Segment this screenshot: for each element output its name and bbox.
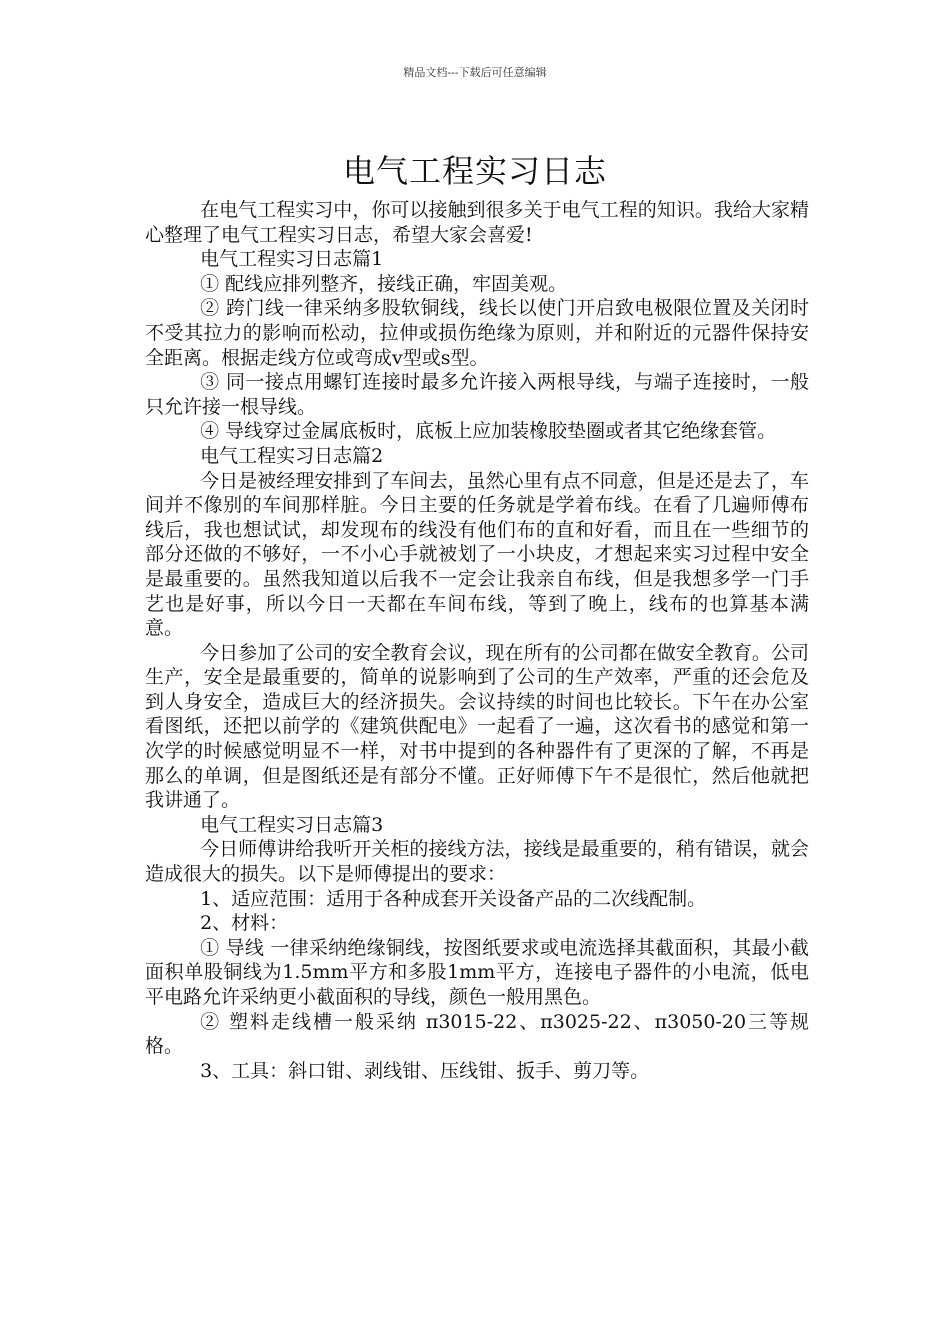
document-title: 电气工程实习日志: [342, 152, 607, 191]
list-item: ① 导线 一律采纳绝缘铜线，按图纸要求或电流选择其截面积，其最小截面积单股铜线为1.5mm平方和多股1mm平方，连接电子器件的小电流，低电平电路允许采纳更小截面积的导线，颜色一般用黑色。: [145, 936, 809, 1008]
list-item: 2、材料：: [200, 912, 289, 935]
document-body: [145, 198, 809, 1083]
body-paragraph: 今日参加了公司的安全教育会议，现在所有的公司都在做安全教育。公司生产，安全是最重要的，简单的说影响到了公司的生产效率，严重的还会危及到人身安全，造成巨大的经济损失。会议持续的时间也比较长。下午在办公室看图纸，还把以前学的《建筑供配电》一起看了一遍，这次看书的感觉和第一次学的时候感觉明显不一样，对书中提到的各种器件有了更深的了解，不再是那么的单调，但是图纸还是有部分不懂。正好师傅下午不是很忙，然后他就把我讲通了。: [145, 641, 809, 812]
list-item: 1、适应范围：适用于各种成套开关设备产品的二次线配制。: [200, 887, 707, 910]
body-paragraph: 今日是被经理安排到了车间去，虽然心里有点不同意，但是还是去了，车间并不像别的车间那样脏。今日主要的任务就是学着布线。在看了几遍师傅布线后，我也想试试，却发现布的线没有他们布的直和好看，而且在一些细节的部分还做的不够好，一不小心手就被划了一小块皮，才想起来实习过程中安全是最重要的。虽然我知道以后我不一定会让我亲自布线，但是我想多学一门手艺也是好事，所以今日一天都在车间布线，等到了晚上，线布的也算基本满意。: [145, 469, 809, 640]
list-item: ① 配线应排列整齐，接线正确，牢固美观。: [200, 272, 568, 295]
section-heading-2: 电气工程实习日志篇2: [200, 444, 384, 467]
header-note: 精品文档---下载后可任意编辑: [403, 66, 547, 79]
list-item: ④ 导线穿过金属底板时，底板上应加装橡胶垫圈或者其它绝缘套管。: [200, 420, 777, 443]
section-heading-3: 电气工程实习日志篇3: [200, 813, 384, 836]
list-item: 3、工具：斜口钳、剥线钳、压线钳、扳手、剪刀等。: [200, 1059, 650, 1082]
section-heading-1: 电气工程实习日志篇1: [200, 248, 384, 271]
list-item: ② 跨门线一律采纳多股软铜线，线长以使门开启致电极限位置及关闭时不受其拉力的影响而松动，拉伸或损伤绝缘为原则，并和附近的元器件保持安全距离。根据走线方位或弯成v型或s型。: [145, 297, 809, 369]
list-item: ③ 同一接点用螺钉连接时最多允许接入两根导线，与端子连接时，一般只允许接一根导线。: [145, 371, 809, 418]
list-item: ② 塑料走线槽一般采纳 π3015-22、π3025-22、π3050-20三等规格。: [145, 1010, 809, 1058]
body-paragraph: 今日师傅讲给我听开关柜的接线方法，接线是最重要的，稍有错误，就会造成很大的损失。以下是师傅提出的要求：: [145, 838, 809, 886]
intro-paragraph: 在电气工程实习中，你可以接触到很多关于电气工程的知识。我给大家精心整理了电气工程实习日志，希望大家会喜爱!: [145, 199, 809, 246]
